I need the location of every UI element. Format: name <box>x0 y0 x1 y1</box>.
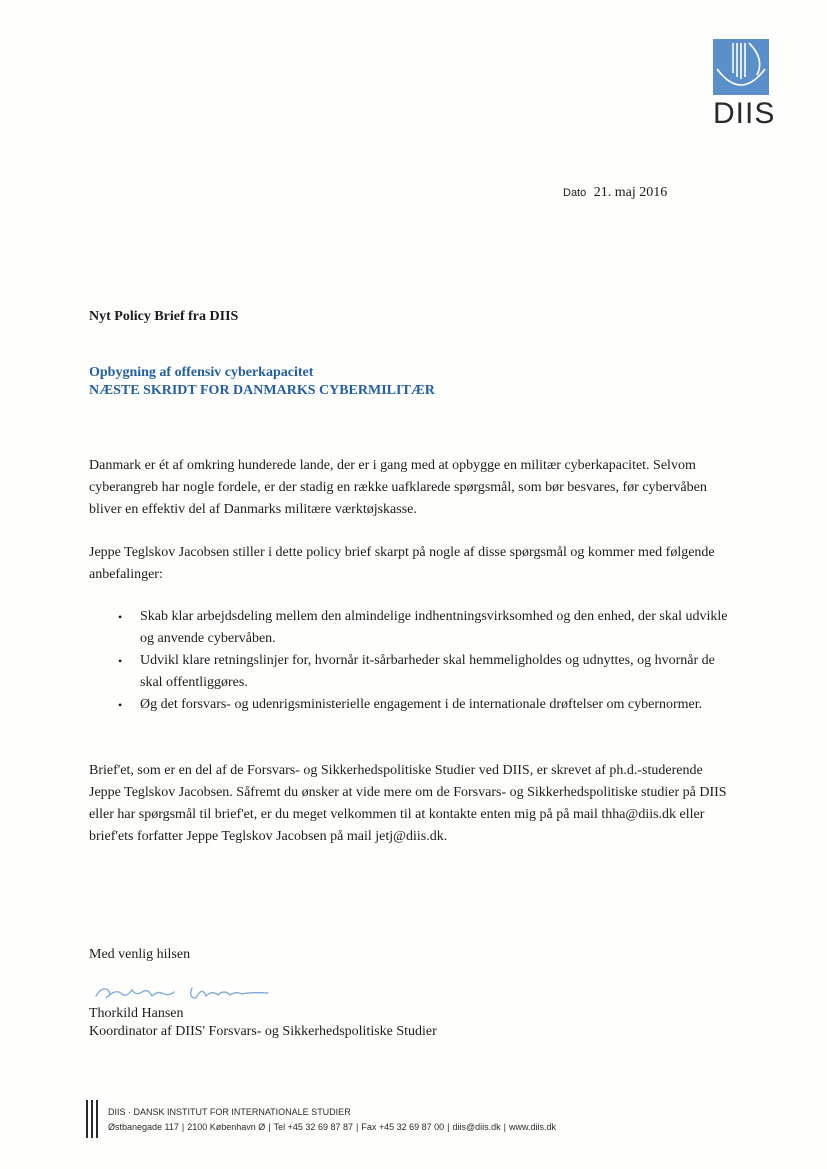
footer-org: DIIS · DANSK INSTITUT FOR INTERNATIONALE STUDIER <box>108 1107 351 1117</box>
bullet-icon: • <box>118 654 123 668</box>
brief-subtitle: NÆSTE SKRIDT FOR DANMARKS CYBERMILITÆR <box>89 383 435 398</box>
list-item <box>118 694 728 716</box>
list-item <box>118 650 728 694</box>
footer-contact-line: Østbanegade 117 | 2100 København Ø | Tel +45 32 69 87 87 | Fax +45 32 69 87 00 | diis@diis.dk | www.diis.dk <box>108 1122 557 1132</box>
letterhead-footer <box>108 1105 556 1135</box>
signer-name: Thorkild Hansen <box>89 1006 184 1021</box>
diis-logo <box>713 39 776 131</box>
recommendation-text: Udvikl klare retningslinjer for, hvornår it-sårbarheder skal hemmeligholdes og udnyttes, og hvornår de skal offentliggøres. <box>140 653 715 690</box>
recommendation-text: Skab klar arbejdsdeling mellem den almindelige indhentningsvirksomhed og den enhed, der skal udvikle og anvende cybervåben. <box>140 609 728 646</box>
date-value: 21. maj 2016 <box>593 185 668 200</box>
bullet-icon: • <box>118 610 123 624</box>
footer-address: Østbanegade 117 <box>108 1122 179 1132</box>
recommendation-text: Øg det forsvars- og udenrigsministerielle engagement i de internationale drøftelser om cybernormer. <box>140 697 703 712</box>
paragraph-contact: Brief'et, som er en del af de Forsvars- og Sikkerhedspolitiske Studier ved DIIS, er skrevet af ph.d.-studerende Jeppe Teglskov Jacobsen. Såfremt du ønsker at vide mere om de Forsvars- og Sikkerhedspolitiske studier på DIIS eller har spørgsmål til brief'et, er du meget velkommen til at kontakte enten mig på på mail thha@diis.dk eller brief'ets forfatter Jeppe Teglskov Jacobsen på mail jetj@diis.dk. <box>89 763 727 844</box>
signer-title: Koordinator af DIIS' Forsvars- og Sikkerhedspolitiske Studier <box>89 1024 437 1039</box>
recommendations-list <box>118 606 728 716</box>
footer-web: www.diis.dk <box>509 1122 557 1132</box>
footer-email: diis@diis.dk <box>452 1122 501 1132</box>
paragraph-intro: Danmark er ét af omkring hunderede lande, der er i gang med at opbygge en militær cyberkapacitet. Selvom cyberangreb har nogle fordele, er der stadig en række uafklarede spørgsmål, som bør besvares, før cybervåben bliver en effektiv del af Danmarks militære værktøjskasse. <box>89 458 707 517</box>
date-line <box>563 185 667 201</box>
bullet-icon: • <box>118 698 123 712</box>
paragraph-recommendations-intro: Jeppe Teglskov Jacobsen stiller i dette policy brief skarpt på nogle af disse spørgsmål og kommer med følgende anbefalinger: <box>89 545 715 582</box>
logo-mark-icon <box>713 39 769 95</box>
brief-title: Opbygning af offensiv cyberkapacitet <box>89 365 314 380</box>
footer-fax: Fax +45 32 69 87 00 <box>361 1122 445 1132</box>
footer-tel: Tel +45 32 69 87 87 <box>273 1122 353 1132</box>
brief-titles <box>89 364 435 400</box>
logo-wordmark: DIIS <box>713 97 776 130</box>
footer-bars-icon <box>86 1100 100 1138</box>
footer-city: 2100 København Ø <box>187 1122 266 1132</box>
date-label: Dato <box>563 187 587 199</box>
list-item <box>118 606 728 650</box>
closing-salutation: Med venlig hilsen <box>89 947 191 962</box>
signer-block <box>89 1005 437 1041</box>
letter-subject: Nyt Policy Brief fra DIIS <box>89 309 239 324</box>
